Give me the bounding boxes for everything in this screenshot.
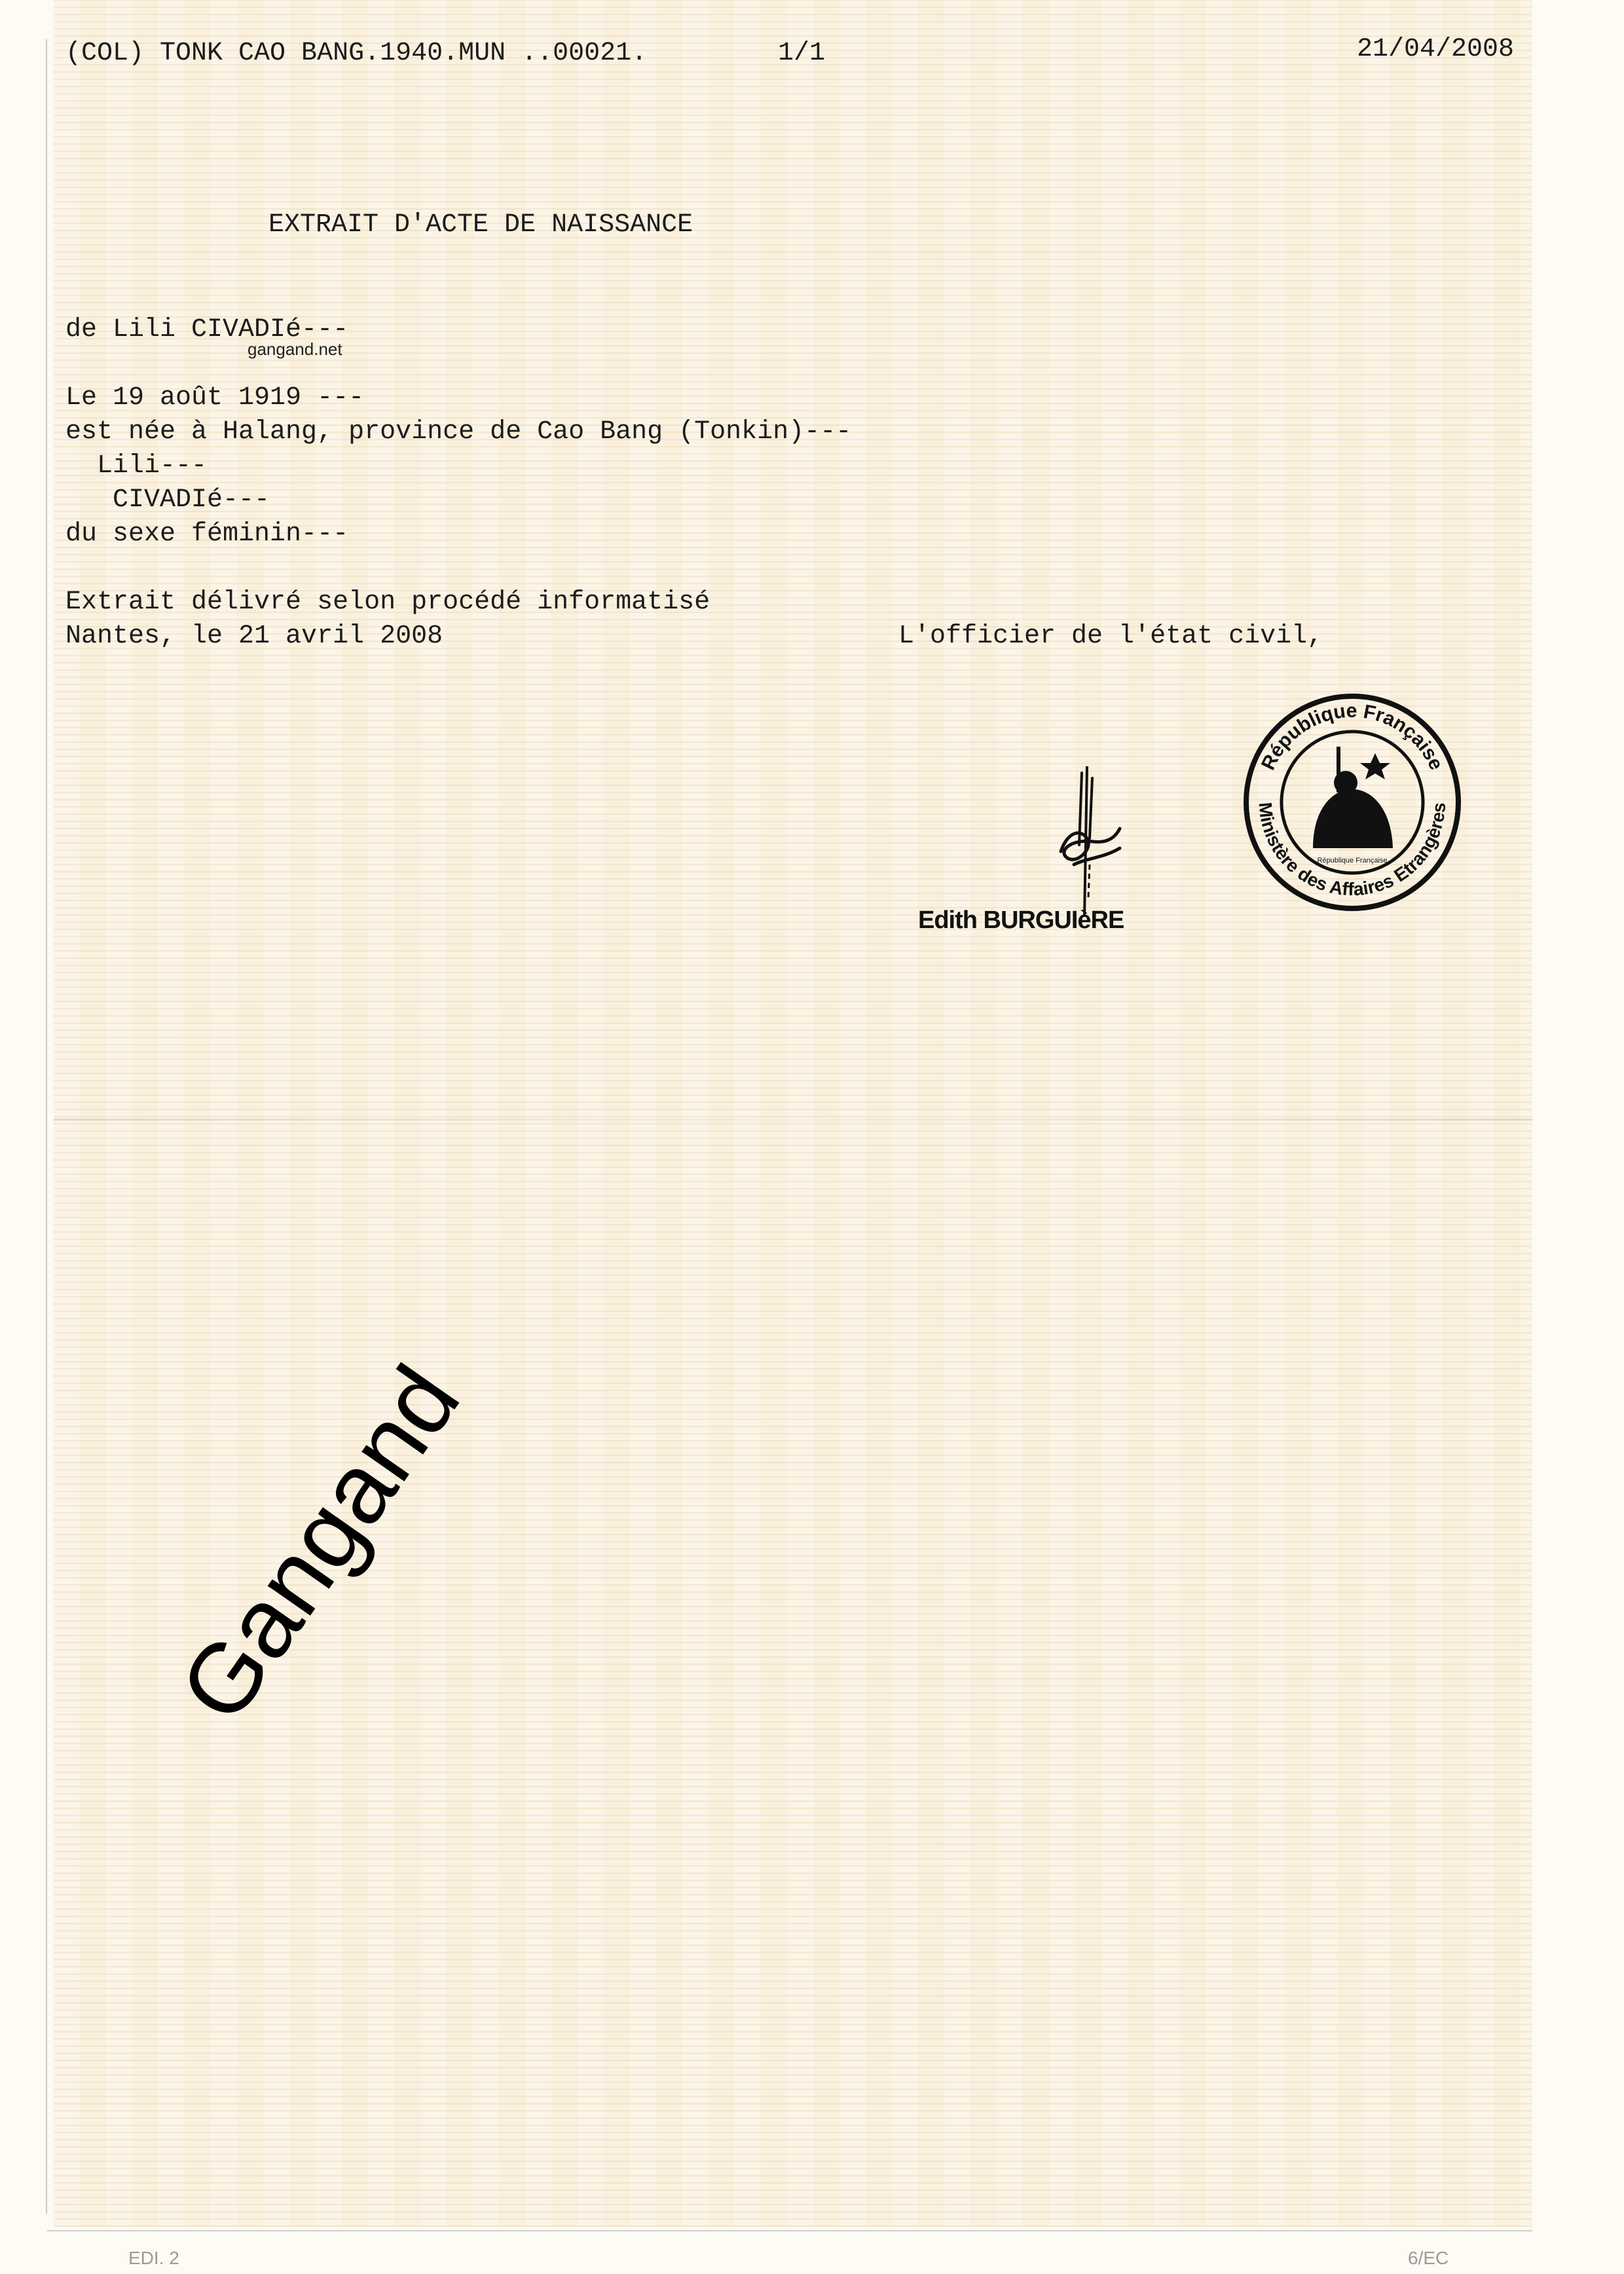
document-title: EXTRAIT D'ACTE DE NAISSANCE (268, 210, 693, 240)
place-date-line: Nantes, le 21 avril 2008 (65, 622, 443, 651)
gangand-watermark: Gangand (158, 1346, 481, 1741)
bottom-rule (47, 2230, 1532, 2231)
signature (1041, 766, 1139, 917)
footer-edition: EDI. 2 (128, 2248, 179, 2268)
sex-line: du sexe féminin--- (65, 519, 349, 549)
seal-inner-text: République Française (1317, 857, 1388, 865)
margin-label (0, 1230, 46, 1250)
header-reference: (COL) TONK CAO BANG.1940.MUN ..00021. (65, 39, 648, 68)
margin-strip (0, 39, 46, 2220)
signer-name: Edith BURGUIèRE (918, 906, 1124, 934)
officer-label: L'officier de l'état civil, (898, 622, 1323, 651)
fold-line (54, 1119, 1532, 1121)
birthplace-line: est née à Halang, province de Cao Bang (Tonkin)--- (65, 417, 852, 447)
margin-label (0, 1451, 46, 1470)
margin-label (0, 348, 46, 368)
footer-form-code: 6/EC (1408, 2248, 1449, 2268)
small-watermark: gangand.net (248, 339, 342, 359)
margin-label (0, 1671, 46, 1691)
birth-date-line: Le 19 août 1919 --- (65, 383, 365, 413)
left-margin-rule (46, 39, 47, 2214)
margin-label (0, 568, 46, 588)
subject-line: de Lili CIVADIé--- (65, 315, 349, 345)
header-page: 1/1 (778, 39, 826, 68)
header-date: 21/04/2008 (1357, 35, 1515, 64)
official-seal (1241, 691, 1464, 914)
margin-label (0, 2112, 46, 2132)
margin-label (0, 789, 46, 809)
margin-label (0, 1892, 46, 1911)
seal-top-text: République Française (1257, 699, 1447, 774)
margin-label (0, 128, 46, 147)
first-name-line: Lili--- (65, 451, 208, 481)
surname-line: CIVADIé--- (65, 485, 270, 515)
marianne-emblem (1313, 747, 1393, 848)
issued-line: Extrait délivré selon procédé informatisé (65, 587, 710, 617)
margin-label (0, 1010, 46, 1030)
seal-bottom-text: Ministère des Affaires Etrangères (1255, 801, 1450, 900)
